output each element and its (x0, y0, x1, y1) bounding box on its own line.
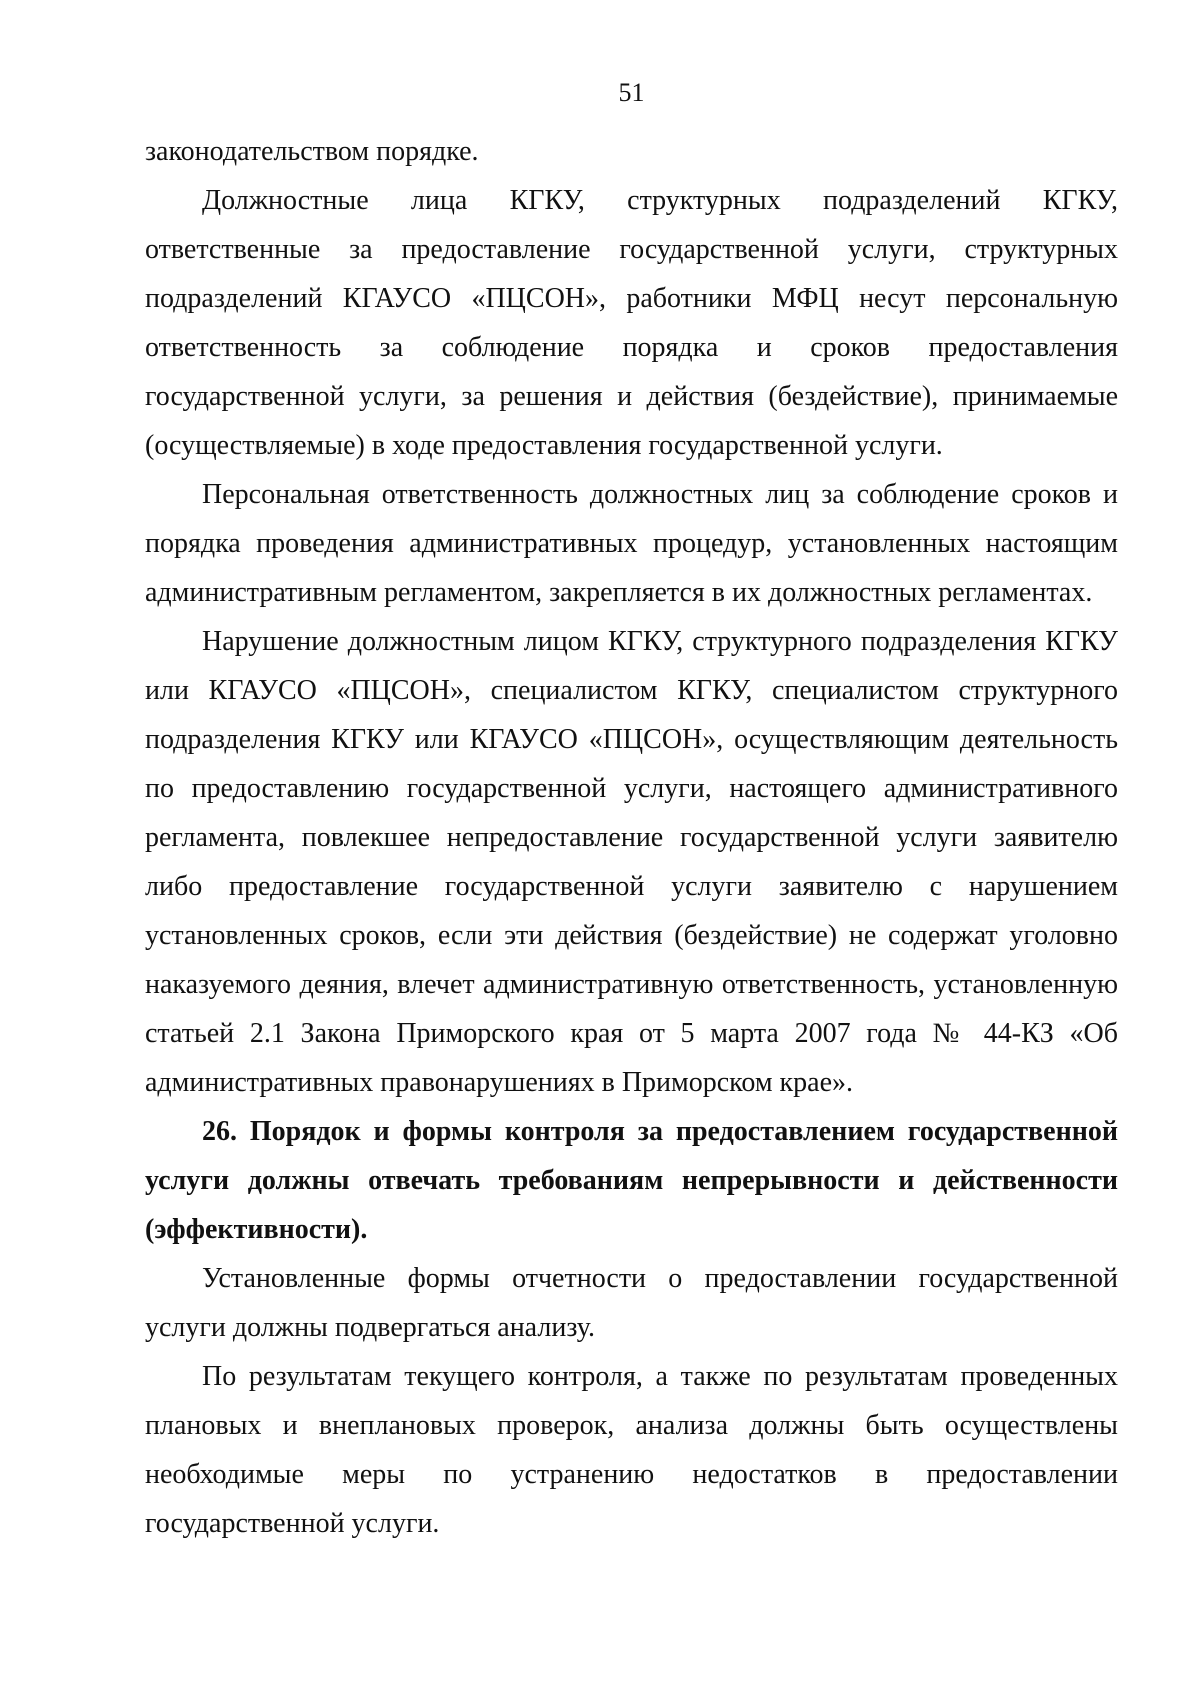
paragraph-control-results: По результатам текущего контроля, а также по результатам проведенных плановых и внеплановых проверок, анализа должны быть осуществлены необходимые меры по устранению недостатков в предоставлении государственной услуги. (145, 1361, 1118, 1539)
paragraph-reporting-forms: Установленные формы отчетности о предоставлении государственной услуги должны подвергаться анализу. (145, 1263, 1118, 1343)
section-heading-26: 26. Порядок и формы контроля за предоставлением государственной услуги должны отвечать требованиям непрерывности и действенности (эффективности). (145, 1116, 1118, 1245)
document-body (145, 127, 1118, 1548)
page-number: 51 (618, 78, 645, 107)
paragraph-violation: Нарушение должностным лицом КГКУ, структурного подразделения КГКУ или КГАУСО «ПЦСОН», специалистом КГКУ, специалистом структурного подразделения КГКУ или КГАУСО «ПЦСОН», осуществляющим деятельность по предоставлению государственной услуги, настоящего административного регламента, повлекшее непредоставление государственной услуги заявителю либо предоставление государственной услуги заявителю с нарушением установленных сроков, если эти действия (бездействие) не содержат уголовно наказуемого деяния, влечет административную ответственность, установленную статьей 2.1 Закона Приморского края от 5 марта 2007 года № 44-КЗ «Об административных правонарушениях в Приморском крае». (145, 626, 1118, 1098)
paragraph-continuation: законодательством порядке. (145, 136, 479, 167)
paragraph-personal-responsibility: Персональная ответственность должностных лиц за соблюдение сроков и порядка проведения административных процедур, установленных настоящим административным регламентом, закрепляется в их должностных регламентах. (145, 479, 1118, 608)
paragraph-responsibility: Должностные лица КГКУ, структурных подразделений КГКУ, ответственные за предоставление государственной услуги, структурных подразделений КГАУСО «ПЦСОН», работники МФЦ несут персональную ответственность за соблюдение порядка и сроков предоставления государственной услуги, за решения и действия (бездействие), принимаемые (осуществляемые) в ходе предоставления государственной услуги. (145, 185, 1118, 461)
